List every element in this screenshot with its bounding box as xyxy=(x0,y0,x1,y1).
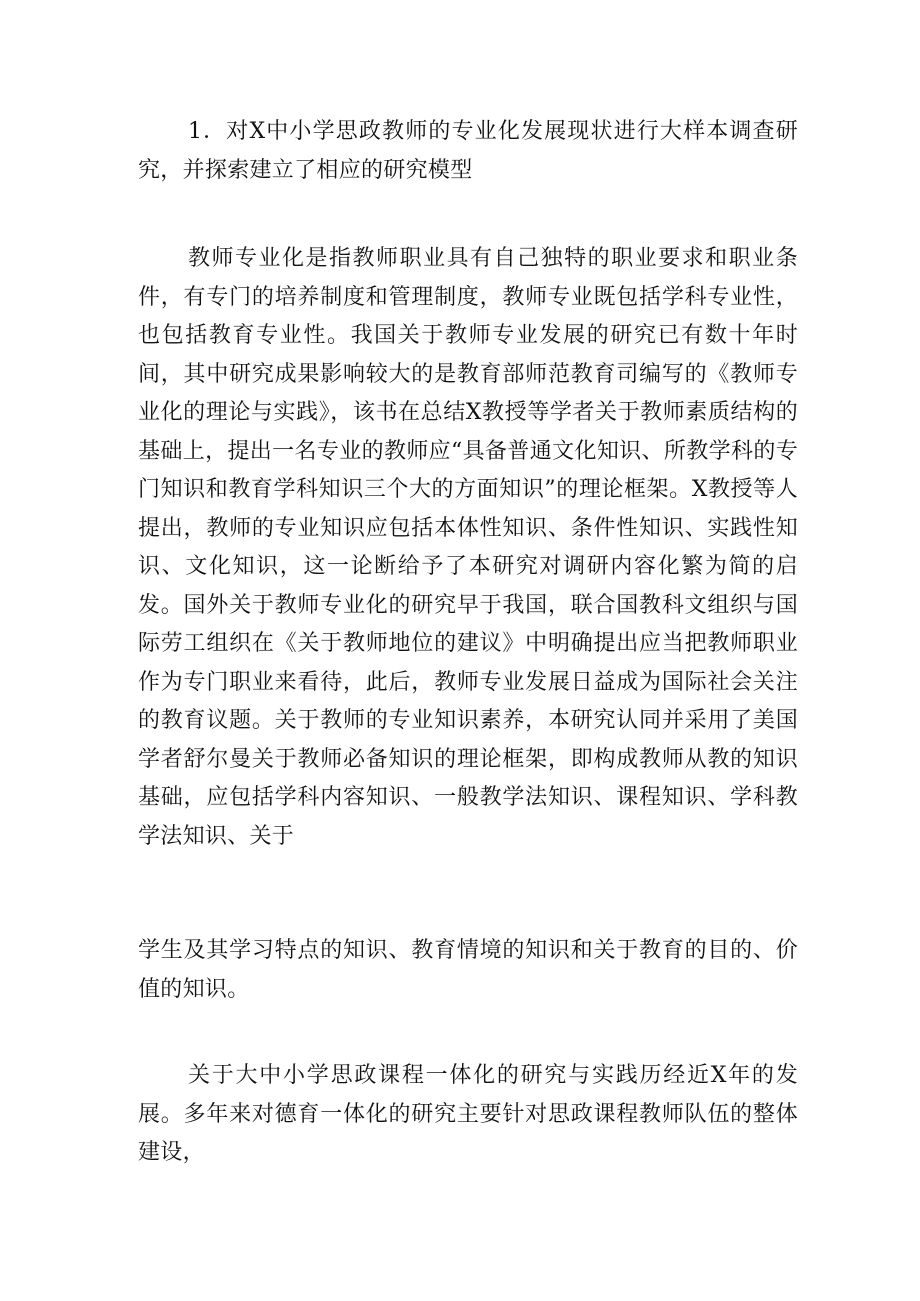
section-heading: 1．对X中小学思政教师的专业化发展现状进行大样本调查研究，并探索建立了相应的研究模型 xyxy=(138,119,798,183)
body-paragraph-continued: 学生及其学习特点的知识、教育情境的知识和关于教育的目的、价值的知识。 xyxy=(138,938,798,1002)
body-paragraph: 教师专业化是指教师职业具有自己独特的职业要求和职业条件，有专门的培养制度和管理制度，教师专业既包括学科专业性，也包括教育专业性。我国关于教师专业发展的研究已有数十年时间，其中研究成果影响较大的是教育部师范教育司编写的《教师专业化的理论与实践》，该书在总结X教授等学者关于教师素质结构的基础上，提出一名专业的教师应“具备普通文化知识、所教学科的专门知识和教育学科知识三个大的方面知识”的理论框架。X教授等人提出，教师的专业知识应包括本体性知识、条件性知识、实践性知识、文化知识，这一论断给予了本研究对调研内容化繁为简的启发。国外关于教师专业化的研究早于我国，联合国教科文组织与国际劳工组织在《关于教师地位的建议》中明确提出应当把教师职业作为专门职业来看待，此后，教师专业发展日益成为国际社会关注的教育议题。关于教师的专业知识素养，本研究认同并采用了美国学者舒尔曼关于教师必备知识的理论框架，即构成教师从教的知识基础，应包括学科内容知识、一般教学法知识、课程知识、学科教学法知识、关于 xyxy=(138,246,798,849)
body-paragraph: 关于大中小学思政课程一体化的研究与实践历经近X年的发展。多年来对德育一体化的研究主要针对思政课程教师队伍的整体建设， xyxy=(138,1063,798,1165)
